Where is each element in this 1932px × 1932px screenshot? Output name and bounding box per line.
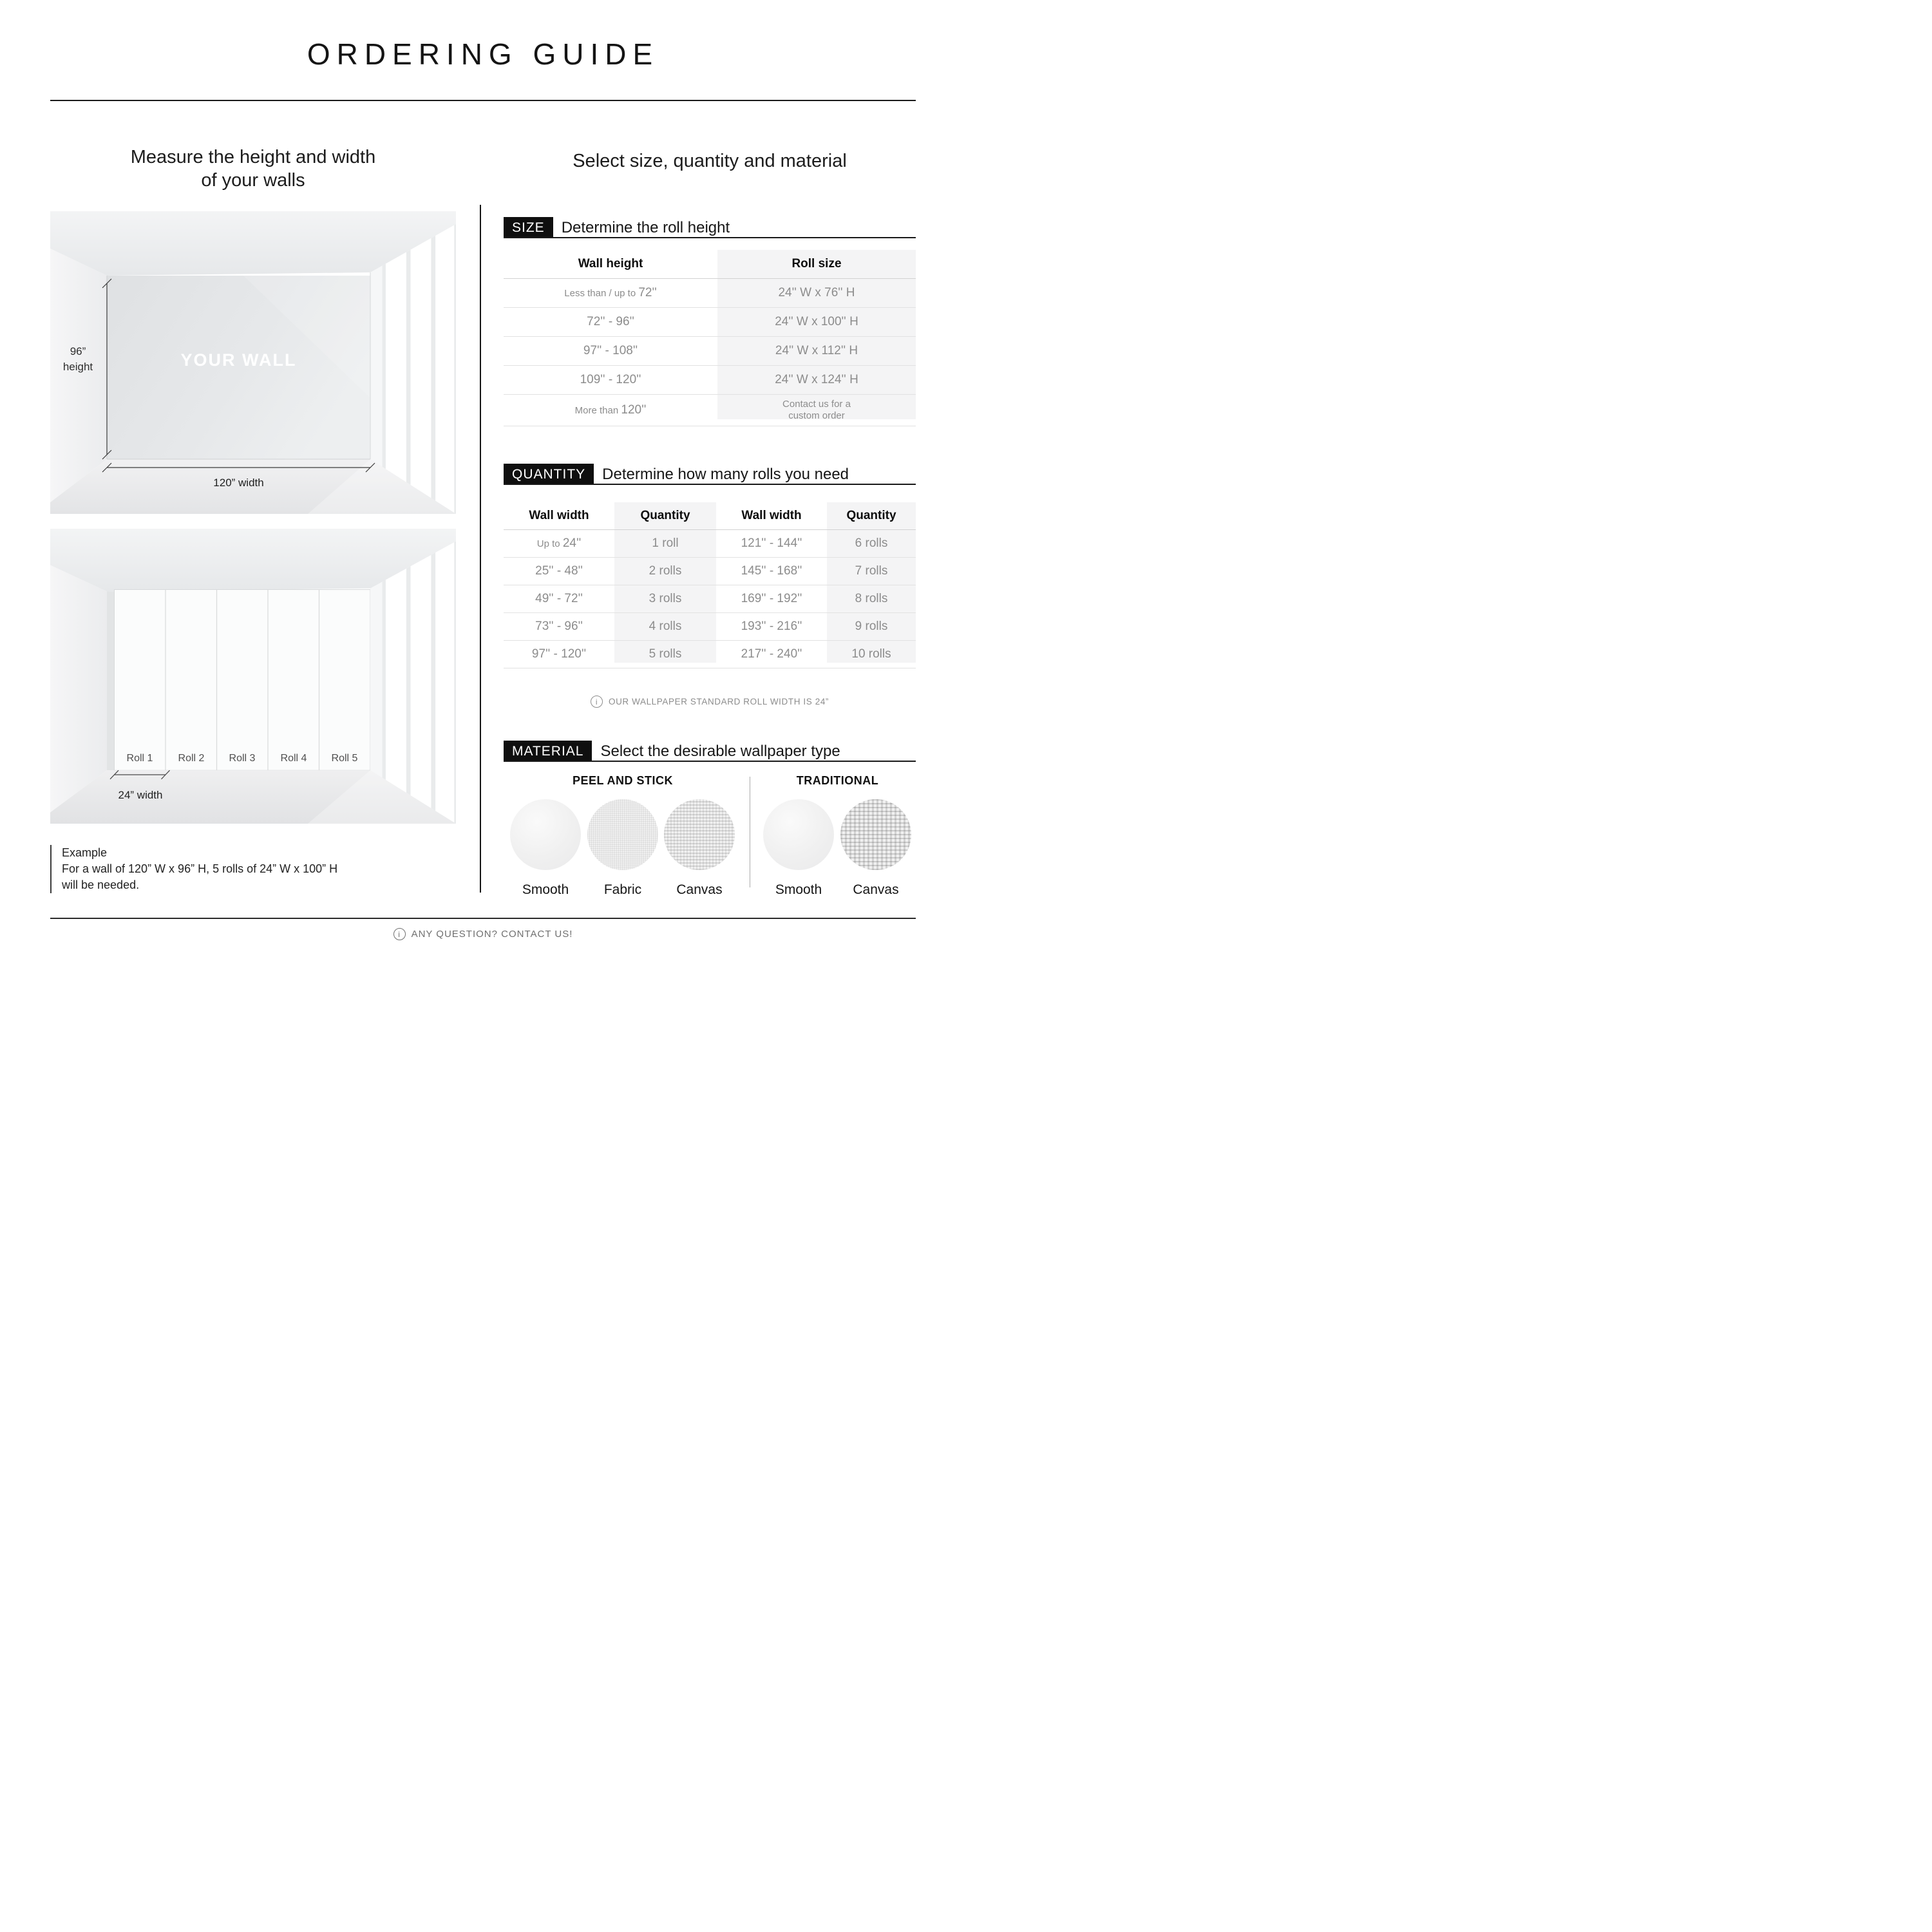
wall-height-cell: More than 120'' — [574, 403, 647, 417]
quantity-cell: 5 rolls — [649, 647, 682, 661]
quantity-cell: 2 rolls — [649, 564, 682, 578]
quantity-cell: 3 rolls — [649, 592, 682, 605]
wall-width-header: Wall width — [741, 509, 802, 522]
left-heading-line1: Measure the height and width — [130, 147, 376, 167]
swatch-label-smooth: Smooth — [522, 882, 569, 897]
traditional-group-label: TRADITIONAL — [796, 774, 879, 787]
size-table-row — [504, 366, 916, 395]
quantity-table-header-row — [504, 502, 916, 530]
room-illustration-measured-wall — [50, 211, 456, 514]
footer-contact-text: ANY QUESTION? CONTACT US! — [411, 929, 573, 940]
quantity-cell: 9 rolls — [855, 620, 888, 633]
fabric-swatch — [587, 799, 658, 870]
material-section-divider — [504, 761, 916, 762]
example-line2: will be needed. — [62, 878, 140, 891]
wall-height-cell: 97'' - 108'' — [583, 344, 638, 357]
quantity-cell: 6 rolls — [855, 536, 888, 550]
footer-divider — [50, 918, 916, 919]
room-illustration-rolls — [50, 529, 456, 824]
wall-width-cell: 121'' - 144'' — [741, 536, 802, 550]
wall-height-cell: 109'' - 120'' — [580, 373, 641, 386]
roll-size-cell: 24'' W x 112'' H — [775, 344, 858, 357]
info-icon: i — [393, 928, 406, 940]
title-divider — [50, 100, 916, 101]
roll-size-cell: 24'' W x 100'' H — [775, 315, 858, 328]
wall-height-cell: Less than / up to 72'' — [564, 286, 657, 299]
roll-3-label: Roll 3 — [229, 753, 256, 764]
wall-width-header: Wall width — [529, 509, 589, 522]
room-2-drawing — [50, 529, 456, 824]
roll-size-cell: Contact us for a custom order — [782, 399, 851, 421]
wall-width-cell: 193'' - 216'' — [741, 620, 802, 633]
roll-size-cell: 24'' W x 124'' H — [775, 373, 858, 386]
swatch-label-smooth: Smooth — [775, 882, 822, 897]
roll-width-note-text: OUR WALLPAPER STANDARD ROLL WIDTH IS 24” — [608, 697, 829, 706]
size-subtitle: Determine the roll height — [561, 218, 730, 236]
ordering-guide-page — [0, 0, 966, 966]
roll-size-cell: 24'' W x 76'' H — [778, 286, 855, 299]
wall-height-header: Wall height — [578, 257, 643, 270]
swatch-label-canvas: Canvas — [853, 882, 899, 897]
page-title: ORDERING GUIDE — [307, 37, 659, 71]
quantity-header: Quantity — [640, 509, 690, 522]
size-table-row — [504, 279, 916, 308]
wall-width-cell: 73'' - 96'' — [535, 620, 583, 633]
wall-height-label — [53, 344, 103, 375]
material-badge: MATERIAL — [504, 741, 592, 762]
footer-contact-note — [0, 928, 966, 940]
wall-width-cell: 145'' - 168'' — [741, 564, 802, 578]
size-table-header-row — [504, 250, 916, 279]
quantity-table-row — [504, 530, 916, 558]
roll-1-label: Roll 1 — [126, 753, 153, 764]
wall-width-cell: 217'' - 240'' — [741, 647, 802, 661]
size-badge: SIZE — [504, 217, 553, 238]
swatch-label-canvas: Canvas — [676, 882, 723, 897]
size-section-header — [504, 217, 730, 238]
quantity-table-row — [504, 585, 916, 613]
smooth-swatch — [763, 799, 834, 870]
roll-width-label: 24” width — [118, 789, 163, 801]
wallpaper-panels — [115, 590, 371, 771]
quantity-cell: 4 rolls — [649, 620, 682, 633]
wall-height-word: height — [62, 361, 93, 373]
quantity-table-row — [504, 641, 916, 668]
wall-width-cell: 169'' - 192'' — [741, 592, 802, 605]
size-table — [504, 250, 916, 426]
quantity-cell: 10 rolls — [851, 647, 891, 661]
wall-height-value: 96” — [70, 345, 86, 357]
quantity-cell: 7 rolls — [855, 564, 888, 578]
example-line1: For a wall of 120” W x 96” H, 5 rolls of 24” W x 100” H — [62, 862, 338, 875]
canvas-swatch — [840, 799, 911, 870]
quantity-badge: QUANTITY — [504, 464, 594, 485]
example-note — [50, 845, 468, 893]
material-subtitle: Select the desirable wallpaper type — [600, 742, 840, 760]
wall-width-cell: 97'' - 120'' — [531, 647, 587, 661]
roll-5-label: Roll 5 — [331, 753, 358, 764]
roll-4-label: Roll 4 — [280, 753, 307, 764]
quantity-header: Quantity — [846, 509, 896, 522]
quantity-subtitle: Determine how many rolls you need — [602, 465, 849, 483]
smooth-swatch — [510, 799, 581, 870]
quantity-table — [504, 502, 916, 668]
wall-width-cell: Up to 24'' — [536, 536, 582, 550]
roll-2-label: Roll 2 — [178, 753, 205, 764]
swatch-label-fabric: Fabric — [603, 882, 642, 897]
canvas-swatch — [664, 799, 735, 870]
wall-width-label: 120” width — [213, 477, 264, 489]
wall-width-cell: 25'' - 48'' — [535, 564, 583, 578]
your-wall-label: YOUR WALL — [180, 350, 297, 370]
wall-height-cell: 72'' - 96'' — [587, 315, 634, 328]
right-column-heading: Select size, quantity and material — [573, 151, 847, 171]
size-table-row — [504, 395, 916, 426]
quantity-cell: 1 roll — [652, 536, 679, 550]
quantity-section-header — [504, 464, 849, 485]
size-table-row — [504, 337, 916, 366]
quantity-table-row — [504, 613, 916, 641]
quantity-table-row — [504, 558, 916, 585]
material-section-header — [504, 741, 840, 762]
roll-width-note — [504, 696, 916, 708]
peel-and-stick-group-label: PEEL AND STICK — [572, 774, 674, 787]
column-divider — [480, 205, 481, 893]
info-icon: i — [591, 696, 603, 708]
quantity-section-divider — [504, 484, 916, 485]
left-heading-line2: of your walls — [201, 170, 305, 191]
quantity-cell: 8 rolls — [855, 592, 888, 605]
size-table-row — [504, 308, 916, 337]
left-column-heading — [50, 146, 456, 192]
roll-size-header: Roll size — [791, 257, 842, 270]
example-heading: Example — [62, 846, 108, 859]
size-section-divider — [504, 237, 916, 238]
wall-width-cell: 49'' - 72'' — [535, 592, 583, 605]
